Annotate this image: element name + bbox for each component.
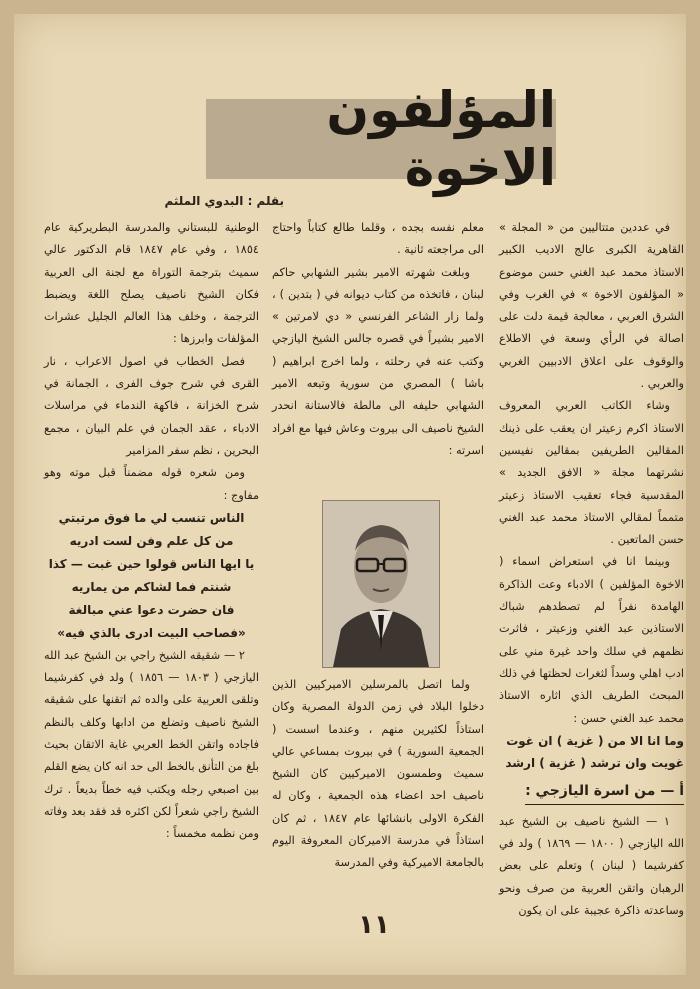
column-middle-top [272, 217, 484, 462]
paragraph: ٢ — شقيقه الشيخ راجي بن الشيخ عبد الله اليازجي ( ١٨٠٣ — ١٨٥٦ ) ولد في كفرشيما وتلقى العربية على والده ثم اتقنها على شقيقه الشيخ ناصيف وتضلع من ادابها وكلف بالنظم فاجاده واتقن الخط العربي غاية الاتقان بحيث بلغ من التأنق بالخط الى حد انه كان يضع القلم بين اصبعي رجله ويكتب فيه خطاً بديعاً . ترك الشيخ راجي شعراً لكن اكثره قد فقد بعد وفاته ومن نظمه مخمساً : [44, 648, 259, 841]
paragraph: ١ — الشيخ ناصيف بن الشيخ عبد الله اليازجي ( ١٨٠٠ — ١٨٦٩ ) ولد في كفرشيما ( لبنان ) وتعلم على بعض الرهبان واتقن العربية من صرف ونحو وساعدته ذاكرة عجيبة على ان يكون [499, 814, 685, 917]
poem-line: من كل علم وفن لست ادريه [69, 533, 234, 548]
poem [44, 507, 259, 645]
paragraph: في عددين متتاليين من « المجلة » القاهرية الكبرى عالج الاديب الكبير الاستاذ محمد عبد الغني حسن موضوع « المؤلفون الاخوة » في الغرب وفي الشرق العربي ، معالجة قيمة دلت على اصالة في الرأي وسعة في الاطلاع والوقوف على اعلاق الادبيين الغربي والعربي . [499, 221, 684, 391]
paragraph: وبينما انا في استعراض اسماء ( الاخوة المؤلفين ) الادباء وعت الذاكرة الهامدة نفراً لم تصطدهم شباك الاستاذين عبد الغني وزعيتر ، فاثرت نظمهم في سلك واحد غيرة مني على ادب اهلي وسداً لثغرات لحظتها في ذلك المبحث الطريف الذي اثاره الاستاذ محمد عبد الغني حسن : [499, 555, 684, 725]
quote-line: وما انا الا من ( غزية ) ان غوت [506, 733, 684, 748]
poem-line: «فصاحب البيت ادرى بالذي فيه» [57, 625, 246, 640]
byline: بقلم : البدوي الملثم [164, 194, 284, 208]
column-left [44, 217, 259, 846]
article-title: المؤلفون الاخوة [326, 81, 556, 197]
magazine-page [14, 14, 686, 975]
column-right [499, 217, 684, 922]
poem-line: فان حضرت دعوا عني مبالغة [68, 602, 235, 617]
poem-line: شنتم فما لشاكم من يماريه [71, 579, 232, 594]
portrait-figure [323, 501, 439, 667]
column-middle-bottom [272, 674, 484, 875]
paragraph: فصل الخطاب في اصول الاعراب ، نار القرى في شرح جوف الفرى ، الجمانة في شرح الخزانة ، فاكهة الندماء في مراسلات الادباء ، عقد الجمان في علم البيان ، مجمع البحرين ، نظم سفر المزامير [44, 354, 259, 457]
paragraph: وشاء الكاتب العربي المعروف الاستاذ اكرم زعيتر ان يعقب على ذينك المقالين الطريفين بمقالين نفيسين نشرتهما مجلة « الافق الجديد » المقدسية فجاء تعقيب الاستاذ زعيتر متمماً لمقالي الاستاذ محمد عبد الغني حسن الماتعين . [499, 399, 684, 547]
poem-line: يا ايها الناس قولوا حين غبت — كذا [48, 556, 255, 571]
portrait-photo [322, 500, 440, 668]
paragraph: وبلغت شهرته الامير بشير الشهابي حاكم لبنان ، فاتخذه من كتاب ديوانه في ( بتدين ) ، ولما زار الشاعر الفرنسي « دي لامرتين » الامير بشيراً في قصره جالس الشيخ اليازجي وكتب عنه في رحلته ، ولما اخرج ابراهيم ( باشا ) المصري من سورية وتبعه الامير الشهابي حليفه الى مالطة فالاستانة انحدر الشيخ ناصيف الى بيروت وعاش فيها مع افراد اسرته : [272, 265, 484, 457]
poem-line: الناس تنسب لي ما فوق مرتبتي [58, 510, 245, 525]
paragraph: الوطنية للبستاني والمدرسة البطريركية عام ١٨٥٤ ، وفي عام ١٨٤٧ قام الدكتور عالي سميث بترجمة التوراة مع لجنة الى العربية فكان الشيخ ناصيف يصلح اللغة ويضبط الترجمة ، وخلف هذا العالم الجليل عشرات المؤلفات وابرزها : [44, 221, 259, 346]
paragraph: معلم نفسه بجده ، وقلما طالع كتاباً واحتاج الى مراجعته ثانية . [272, 221, 484, 257]
section-heading: أ — من اسرة اليازجي : [525, 780, 684, 804]
page-number: ١١ [358, 910, 390, 940]
paragraph: ومن شعره قوله مضمناً قبل موته وهو مفاوج : [44, 466, 259, 502]
quote-line: غويت وان ترشد ( غزية ) ارشد [505, 756, 684, 771]
paragraph: ولما اتصل بالمرسلين الاميركيين الذين دخلوا البلاد في زمن الدولة المصرية وكان استاذاً لكثيرين منهم ، وعندما اسست ( الجمعية السورية ) في بيروت بمساعي عالي سميث وطمسون الاميركيين كان الشيخ ناصيف احد اعضاء هذه الجمعية ، وكان له الفكرة الاولى بانشائها عام ١٨٤٧ ، ثم كان استاذاً في مدرسة الاميركان المعروفة اليوم بالجامعة الاميركية وفي المدرسة [272, 678, 484, 870]
title-banner [206, 81, 556, 197]
